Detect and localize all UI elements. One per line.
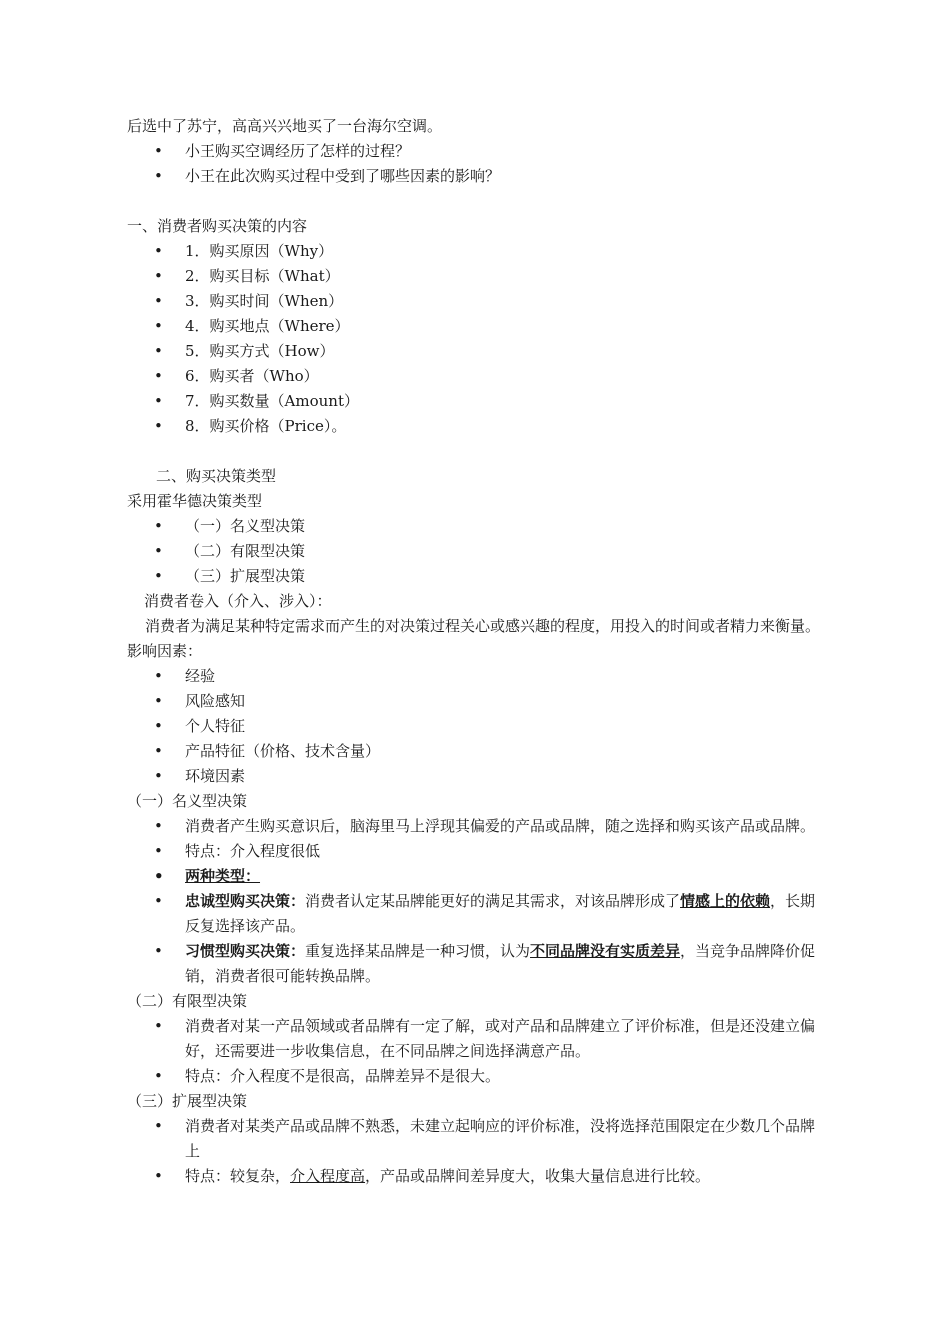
- bullet-icon: •: [154, 367, 163, 385]
- list-item: • 特点：介入程度很低: [127, 839, 827, 864]
- list-item: • 7．购买数量（Amount）: [127, 389, 827, 414]
- section2-subheading: 采用霍华德决策类型: [127, 492, 263, 510]
- two-types-label: 两种类型：: [185, 867, 261, 885]
- bullet-icon: •: [154, 517, 163, 535]
- list-item: • 4．购买地点（Where）: [127, 314, 827, 339]
- section1-heading: 一、消费者购买决策的内容: [127, 217, 308, 235]
- bullet-icon: •: [154, 942, 163, 960]
- list-item: • 经验: [127, 664, 827, 689]
- nominal-heading: （一）名义型决策: [127, 792, 248, 810]
- bullet-icon: •: [154, 1117, 163, 1135]
- bullet-icon: •: [154, 667, 163, 685]
- list-item: • 8．购买价格（Price）。: [127, 414, 827, 439]
- bullet-icon: •: [154, 267, 163, 285]
- list-item: • 风险感知: [127, 689, 827, 714]
- list-item: • 环境因素: [127, 764, 827, 789]
- limited-heading: （二）有限型决策: [127, 992, 248, 1010]
- list-item: • 习惯型购买决策：重复选择某品牌是一种习惯，认为不同品牌没有实质差异，当竞争品牌降价促销，消费者很可能转换品牌。: [127, 939, 827, 989]
- bullet-icon: •: [154, 317, 163, 335]
- document-page: [127, 114, 827, 1189]
- loyal-label: 忠诚型购买决策：: [185, 892, 306, 910]
- bullet-icon: •: [154, 1017, 163, 1035]
- loyal-emphasis: 情感上的依赖: [680, 892, 771, 910]
- list-item: • （一）名义型决策: [127, 514, 827, 539]
- bullet-icon: •: [154, 292, 163, 310]
- involvement-definition: 消费者为满足某种特定需求而产生的对决策过程关心或感兴趣的程度，用投入的时间或者精力来衡量。: [145, 617, 821, 635]
- list-item: • （三）扩展型决策: [127, 564, 827, 589]
- factors-title: 影响因素：: [127, 642, 203, 660]
- list-item: • 小王购买空调经历了怎样的过程？: [127, 139, 827, 164]
- bullet-icon: •: [154, 142, 163, 160]
- list-item: • 消费者对某一产品领域或者品牌有一定了解，或对产品和品牌建立了评价标准，但是还没建立偏好，还需要进一步收集信息，在不同品牌之间选择满意产品。: [127, 1014, 827, 1064]
- involvement-title: 消费者卷入（介入、涉入）：: [144, 592, 332, 610]
- bullet-icon: •: [154, 717, 163, 735]
- extended-heading: （三）扩展型决策: [127, 1092, 248, 1110]
- bullet-icon: •: [154, 692, 163, 710]
- bullet-icon: •: [154, 842, 163, 860]
- bullet-icon: •: [154, 342, 163, 360]
- bullet-icon: •: [154, 742, 163, 760]
- intro-tail: 后选中了苏宁，高高兴兴地买了一台海尔空调。: [127, 117, 443, 135]
- bullet-icon: •: [154, 392, 163, 410]
- list-item: • 产品特征（价格、技术含量）: [127, 739, 827, 764]
- bullet-icon: •: [154, 817, 163, 835]
- bullet-icon: •: [154, 1167, 163, 1185]
- list-item: • 消费者对某类产品或品牌不熟悉，未建立起响应的评价标准，没将选择范围限定在少数几个品牌上: [127, 1114, 827, 1164]
- bullet-icon: •: [154, 542, 163, 560]
- bullet-icon: •: [154, 242, 163, 260]
- extended-emphasis: 介入程度高: [290, 1167, 366, 1185]
- list-item: • 忠诚型购买决策：消费者认定某品牌能更好的满足其需求，对该品牌形成了情感上的依赖，长期反复选择该产品。: [127, 889, 827, 939]
- list-item: • 特点：较复杂，介入程度高，产品或品牌间差异度大，收集大量信息进行比较。: [127, 1164, 827, 1189]
- bullet-icon: •: [154, 1067, 163, 1085]
- list-item: • 特点：介入程度不是很高，品牌差异不是很大。: [127, 1064, 827, 1089]
- bullet-icon: •: [154, 867, 164, 885]
- bullet-icon: •: [154, 767, 163, 785]
- bullet-icon: •: [154, 417, 163, 435]
- list-item: • 2．购买目标（What）: [127, 264, 827, 289]
- section2-heading: 二、购买决策类型: [156, 467, 277, 485]
- bullet-icon: •: [154, 567, 163, 585]
- list-item: • 消费者产生购买意识后，脑海里马上浮现其偏爱的产品或品牌，随之选择和购买该产品或品牌。: [127, 814, 827, 839]
- list-item: • 个人特征: [127, 714, 827, 739]
- list-item: • （二）有限型决策: [127, 539, 827, 564]
- habit-emphasis: 不同品牌没有实质差异: [530, 942, 681, 960]
- list-item: [127, 864, 827, 889]
- bullet-icon: •: [154, 892, 163, 910]
- bullet-icon: •: [154, 167, 163, 185]
- list-item: • 3．购买时间（When）: [127, 289, 827, 314]
- list-item: • 6．购买者（Who）: [127, 364, 827, 389]
- habit-label: 习惯型购买决策：: [185, 942, 306, 960]
- list-item: • 5．购买方式（How）: [127, 339, 827, 364]
- list-item: • 小王在此次购买过程中受到了哪些因素的影响？: [127, 164, 827, 189]
- list-item: • 1．购买原因（Why）: [127, 239, 827, 264]
